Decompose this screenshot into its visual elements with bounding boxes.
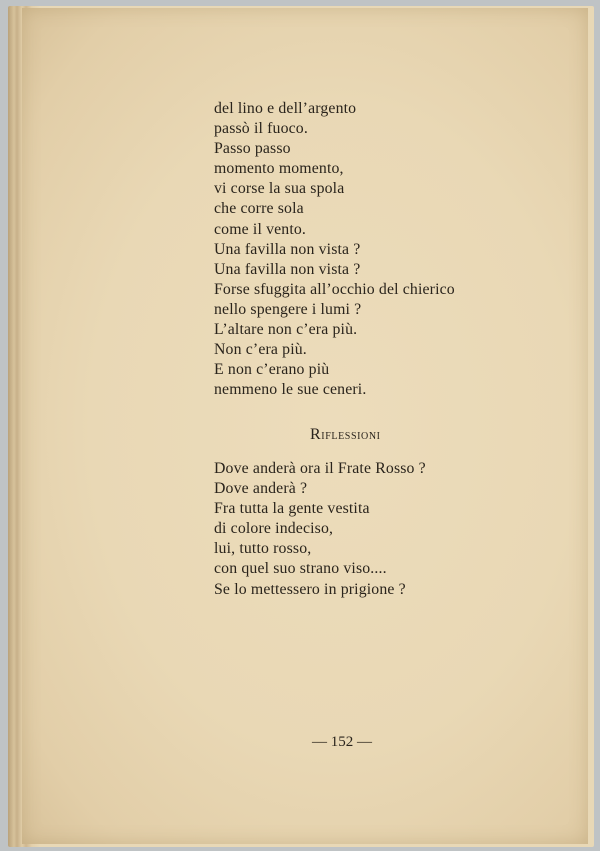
poem-line: vi corse la sua spola [214,180,345,198]
poem-line: E non c’erano più [214,361,330,379]
poem-line: con quel suo strano viso.... [214,560,387,578]
page-number: — 152 — [312,734,372,750]
poem-line: nemmeno le sue ceneri. [214,381,367,399]
poem-line: Non c’era più. [214,341,307,359]
poem-line: che corre sola [214,200,304,218]
poem-line: del lino e dell’argento [214,100,357,117]
poem-line: Una favilla non vista ? [214,240,361,258]
section-heading [310,426,381,444]
poem-line: Una favilla non vista ? [214,260,361,278]
poem-line: come il vento. [214,220,307,238]
poem-line: Dove anderà ? [214,480,308,498]
poem-stanza-2 [214,459,544,600]
poem-line: lui, tutto rosso, [214,540,312,558]
poem-line: Dove anderà ora il Frate Rosso ? [214,460,426,477]
section-heading-rest: iflessioni [321,428,381,443]
poem-line: Passo passo [214,140,291,158]
section-heading-initial: R [310,426,322,443]
poem-line: momento momento, [214,160,344,178]
poem-line: Se lo mettessero in prigione ? [214,580,406,598]
poem-stanza-1 [214,99,544,400]
poem-line: Fra tutta la gente vestita [214,500,370,518]
poem-line: L’altare non c’era più. [214,321,358,339]
poem-line: di colore indeciso, [214,520,334,538]
poem-line: nello spengere i lumi ? [214,300,362,318]
poem-line: passò il fuoco. [214,120,308,138]
poem-line: Forse sfuggita all’occhio del chierico [214,280,455,298]
